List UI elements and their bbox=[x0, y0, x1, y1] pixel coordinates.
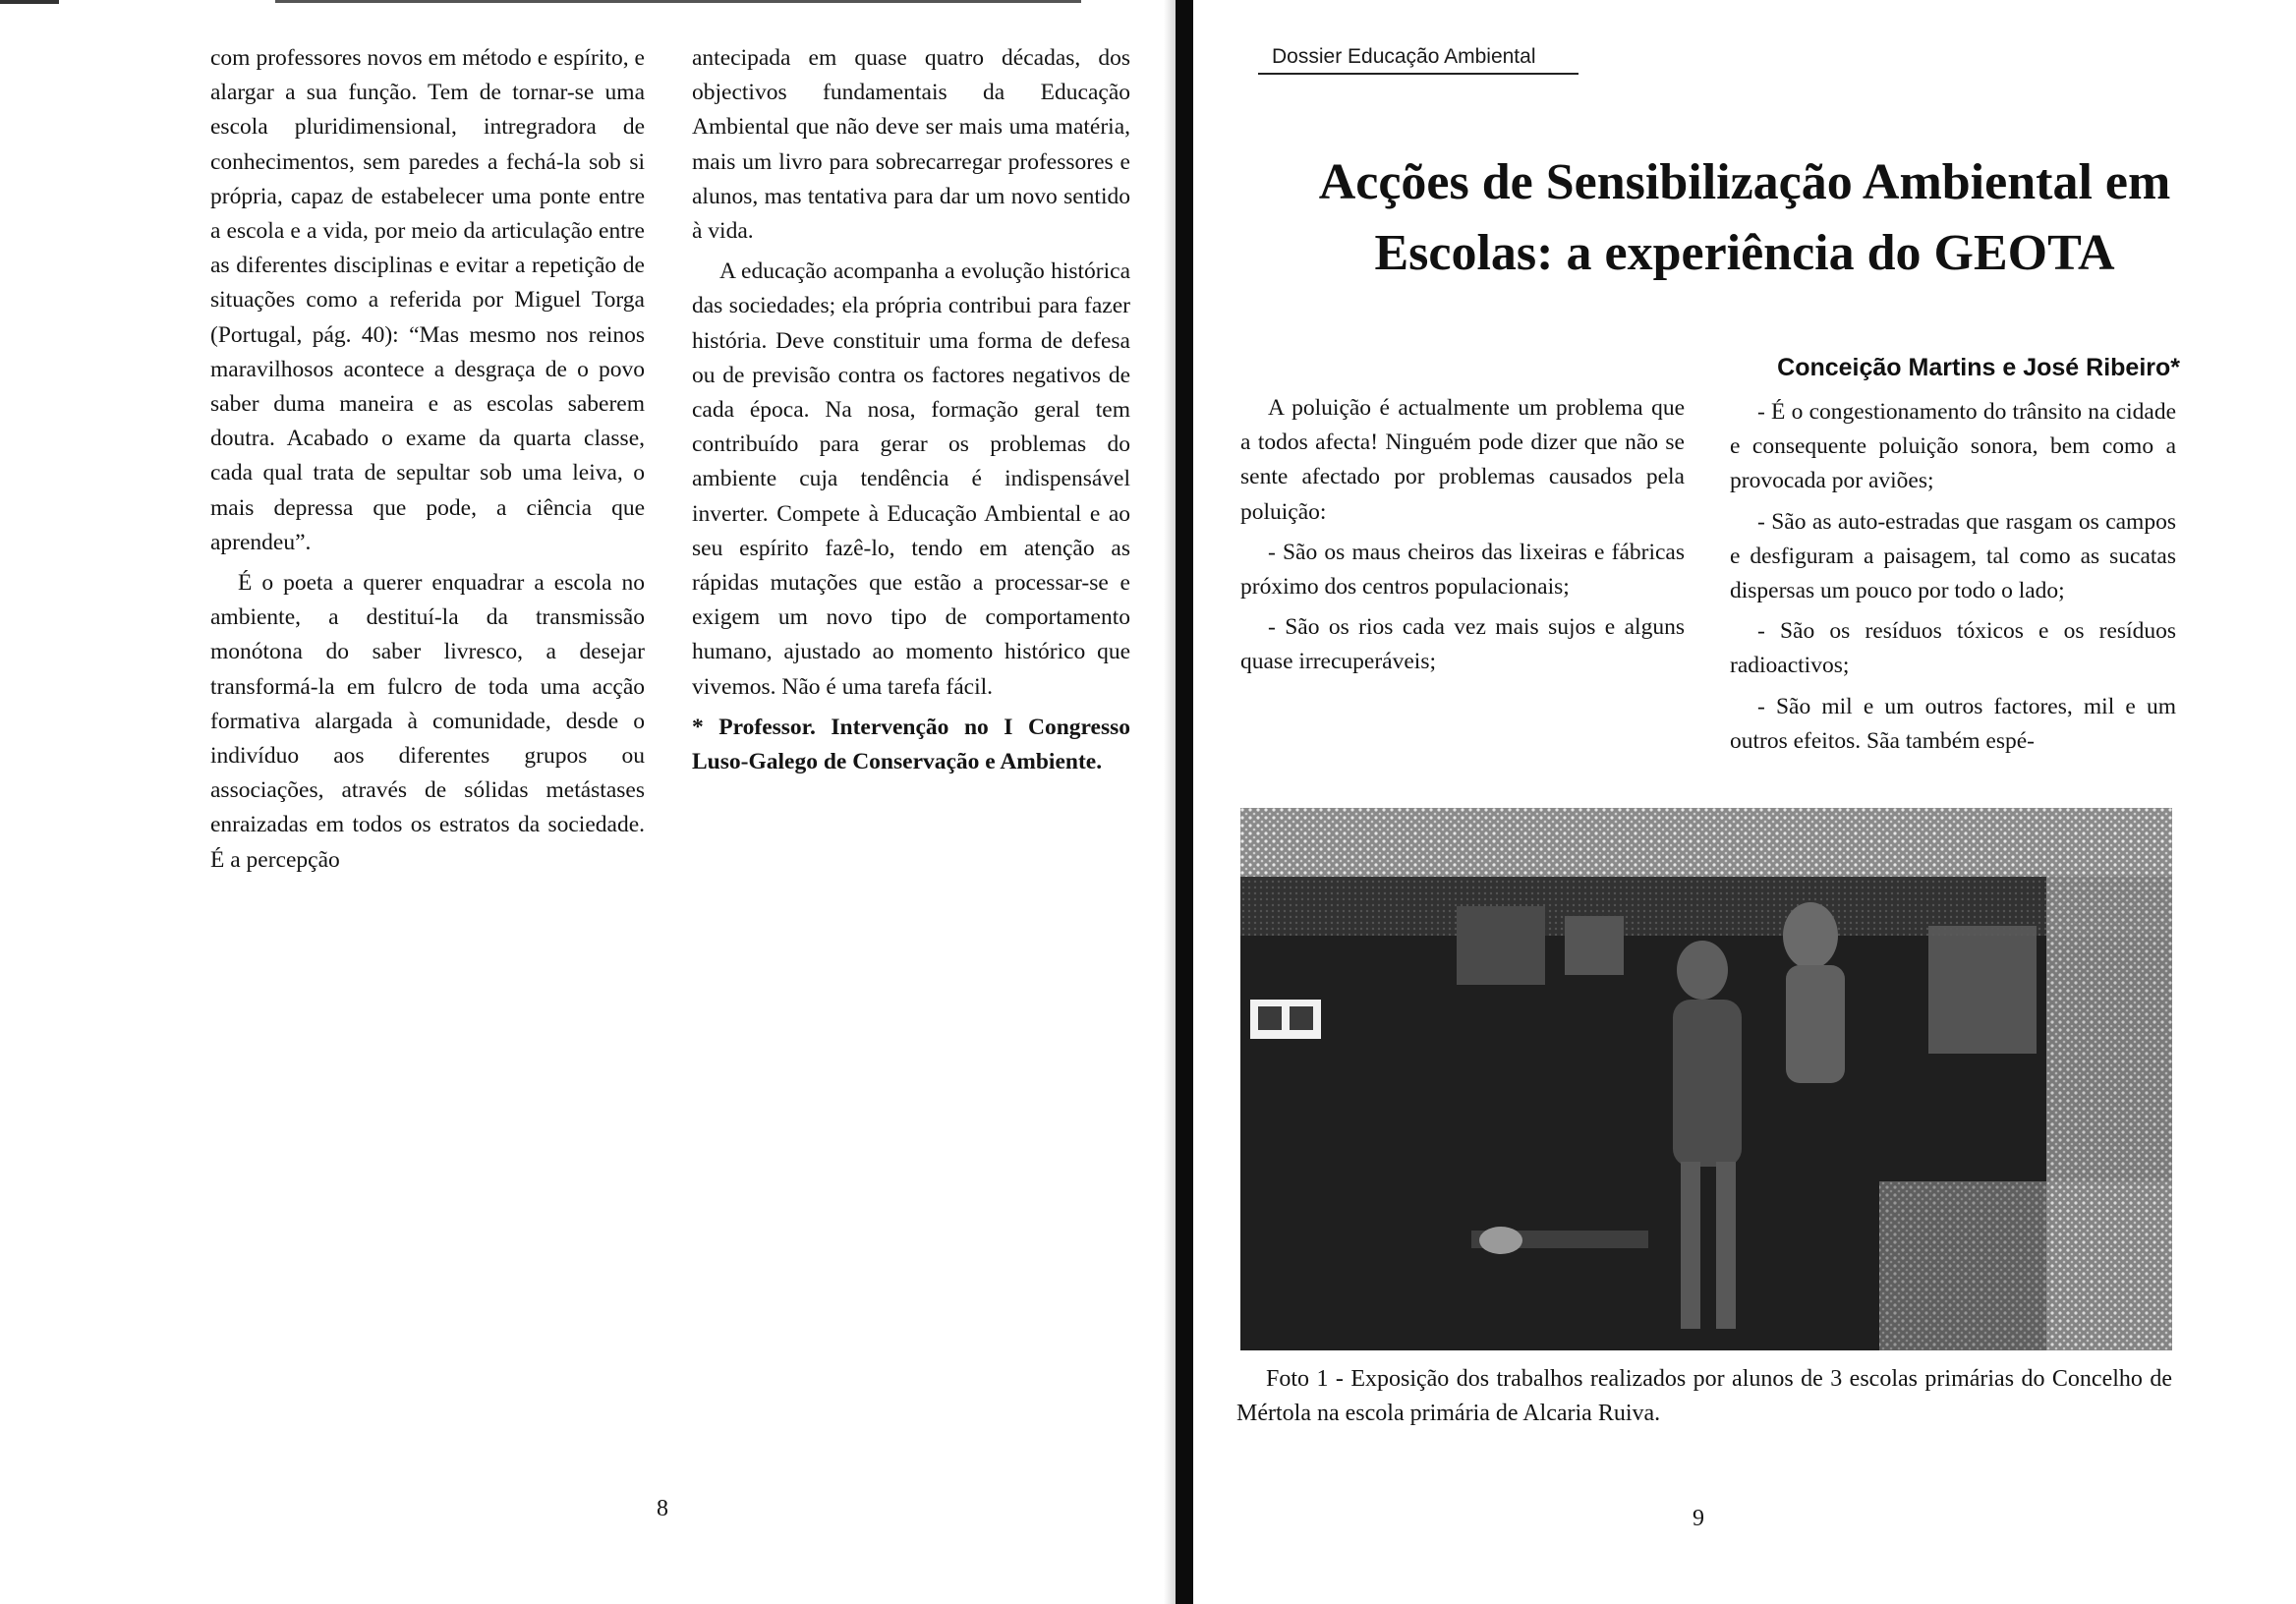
list-item: - São os rios cada vez mais sujos e alguns quase irrecuperáveis; bbox=[1240, 614, 1685, 675]
list-item: - São mil e um outros factores, mil e um outros efeitos. Sãa também espé- bbox=[1730, 693, 2176, 754]
paragraph: antecipada em quase quatro décadas, dos objectivos fundamentais da Educação Ambiental que não deve ser mais uma matéria, mais um livro para sobrecarregar professores e alunos, mas tentativa para dar um novo sentido à vida. bbox=[692, 45, 1130, 245]
right-page bbox=[1193, 0, 2296, 1604]
running-header: Dossier Educação Ambiental bbox=[1258, 45, 1578, 75]
paragraph: A educação acompanha a evolução histórica das sociedades; ela própria contribui para fazer história. Deve constituir uma forma de defesa ou de previsão contra os factores negativos de cada época. Na nosa, formação geral tem contribuído para gerar os problemas do ambiente cuja tendência é indispensável inverter. Compete à Educação Ambiental e ao seu espírito fazê-lo, tendo em atenção as rápidas mutações que estão a processar-se e exigem um novo tipo de comportamento humano, ajustado ao momento histórico que vivemos. Não é uma tarefa fácil. bbox=[692, 258, 1130, 700]
list-item: - São os resíduos tóxicos e os resíduos radioactivos; bbox=[1730, 618, 2176, 679]
right-page-column-2 bbox=[1730, 395, 2176, 765]
left-page-column-2 bbox=[692, 41, 1130, 785]
paragraph: A poluição é actualmente um problema que a todos afecta! Ninguém pode dizer que não se sente afectado por problemas causados pela poluição: bbox=[1240, 395, 1685, 525]
paragraph: com professores novos em método e espírito, e alargar a sua função. Tem de tornar-se uma escola pluridimensional, intregradora de conhecimentos, sem paredes a fechá-la sob si própria, capaz de estabelecer uma ponte entre a escola e a vida, por meio da articulação entre as diferentes disciplinas e evitar a repetição de situações como a referida por Miguel Torga (Portugal, pág. 40): “Mas mesmo nos reinos maravilhosos acontece a desgraça de o povo saber duma maneira e as escolas saberem doutra. Acabado o exame da quarta classe, cada qual trata de sepultar sob uma leiva, o mais depressa que pode, a ciência que aprendeu”. bbox=[210, 45, 645, 555]
title-line-1: Acções de Sensibilização Ambiental em bbox=[1318, 154, 2171, 210]
paragraph: É o poeta a querer enquadrar a escola no ambiente, a destituí-la da transmissão monótona do saber livresco, a desejar transformá-la em fulcro de toda uma acção formativa alargada à comunidade, desde o indivíduo aos diferentes grupos ou associações, através de sólidas metástases enraizadas em todos os estratos da sociedade. É a percepção bbox=[210, 570, 645, 873]
footnote: * Professor. Intervenção no I Congresso Luso-Galego de Conservação e Ambiente. bbox=[692, 714, 1130, 775]
exhibition-photo bbox=[1240, 808, 2172, 1350]
photo-caption: Foto 1 - Exposição dos trabalhos realizados por alunos de 3 escolas primárias do Concelho de Mértola na escola primária de Alcaria Ruiva. bbox=[1236, 1366, 2172, 1426]
left-page-column-1 bbox=[210, 41, 645, 884]
authors: Conceição Martins e José Ribeiro* bbox=[1777, 354, 2180, 381]
list-item: - São as auto-estradas que rasgam os campos e desfiguram a paisagem, tal como as sucatas dispersas um pouco por todo o lado; bbox=[1730, 508, 2176, 604]
book-spine bbox=[1176, 0, 1193, 1604]
list-item: - São os maus cheiros das lixeiras e fábricas próximo dos centros populacionais; bbox=[1240, 539, 1685, 601]
page-number: 8 bbox=[657, 1496, 668, 1521]
page-number: 9 bbox=[1693, 1506, 1704, 1531]
right-page-column-1 bbox=[1240, 391, 1685, 686]
article-title bbox=[1193, 147, 2296, 289]
title-line-2: Escolas: a experiência do GEOTA bbox=[1374, 225, 2115, 281]
photo-image bbox=[1240, 808, 2172, 1350]
list-item: - É o congestionamento do trânsito na cidade e consequente poluição sonora, bem como a provocada por aviões; bbox=[1730, 399, 2176, 494]
